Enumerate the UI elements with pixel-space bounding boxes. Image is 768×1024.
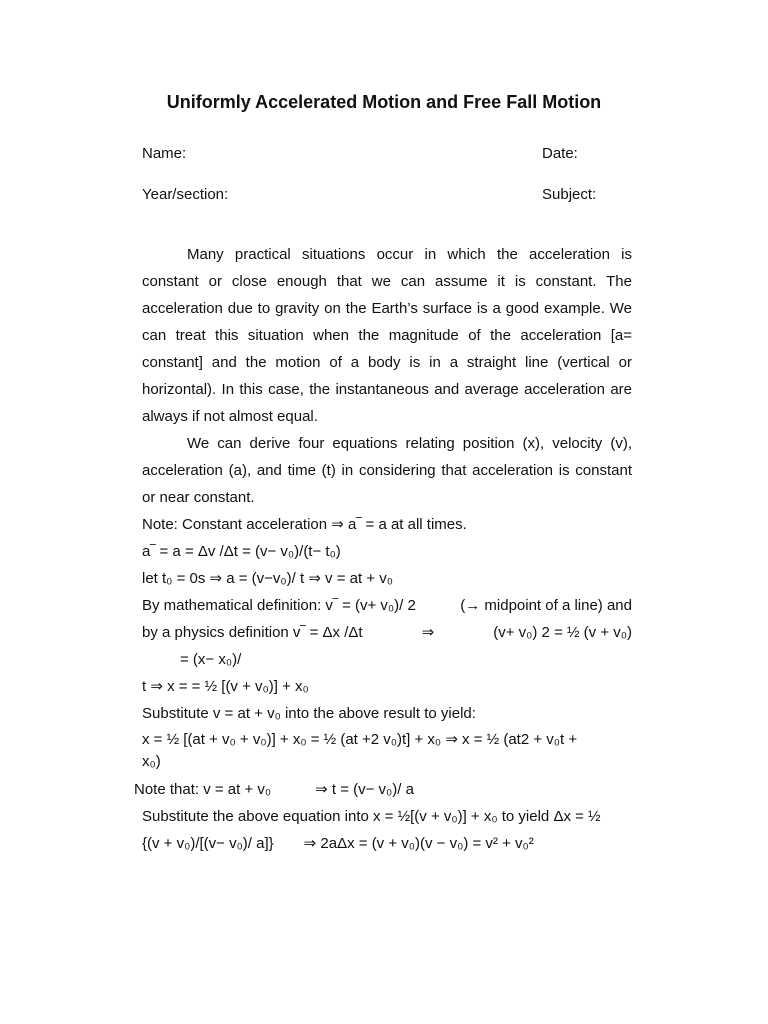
- time-equation-line: [134, 776, 632, 803]
- position-result-line-1: x = ½ [(at + v₀ + v₀)] + x₀ = ½ (at +2 v₀)t] + x₀ ⇒ x = ½ (at2 + v₀t +: [142, 731, 578, 748]
- constant-acceleration-note: Note: Constant acceleration ⇒ a‾ = a at all times.: [142, 516, 467, 533]
- year-section-field-label: Year/section:: [142, 186, 229, 203]
- midpoint-note: (→ midpoint of a line) and: [460, 597, 632, 614]
- physics-definition-text: by a physics definition v‾ = Δx /Δt: [142, 624, 363, 641]
- subject-field-label: Subject:: [542, 186, 597, 203]
- position-result-line-2: x₀): [142, 753, 161, 770]
- position-equation-line: t ⇒ x = = ½ [(v + v₀)] + x₀: [142, 678, 309, 695]
- position-result-block: [142, 727, 632, 776]
- mathematical-definition-line: [142, 592, 632, 619]
- date-field-label: Date:: [542, 145, 578, 162]
- time-equation-text: Note that: v = at + v₀: [134, 781, 272, 798]
- final-equation-line: [142, 830, 632, 857]
- average-velocity-expression: (v+ v₀) 2 = ½ (v + v₀): [493, 624, 632, 641]
- substitute-instruction: Substitute v = at + v₀ into the above result to yield:: [142, 705, 476, 722]
- velocity-equation-line: let t₀ = 0s ⇒ a = (v−v₀)/ t ⇒ v = at + v₀: [142, 570, 393, 587]
- final-equation-result: ⇒ 2aΔx = (v + v₀)(v − v₀) = v² + v₀²: [303, 835, 534, 852]
- physics-definition-line: [142, 619, 632, 646]
- mathematical-definition-text: By mathematical definition: v‾ = (v+ v₀)/ 2: [142, 597, 416, 614]
- substitute-second-instruction: Substitute the above equation into x = ½[(v + v₀)] + x₀ to yield Δx = ½: [142, 808, 601, 825]
- implies-arrow: ⇒: [421, 624, 435, 641]
- document-body: [134, 241, 632, 857]
- name-field-label: Name:: [142, 145, 187, 162]
- derivation-intro-paragraph: We can derive four equations relating position (x), velocity (v), acceleration (a), and time (t) in considering that acceleration is constant or near constant.: [142, 435, 632, 506]
- final-equation-lhs: {(v + v₀)/[(v− v₀)/ a]}: [142, 835, 274, 852]
- time-equation-result: ⇒ t = (v− v₀)/ a: [315, 781, 414, 798]
- document-title: Uniformly Accelerated Motion and Free Fall Motion: [166, 92, 602, 112]
- displacement-fraction-line: = (x− x₀)/: [180, 651, 242, 668]
- intro-paragraph: Many practical situations occur in which the acceleration is constant or close enough that we can assume it is constant. The acceleration due to gravity on the Earth’s surface is a good example. We can treat this situation when the magnitude of the acceleration [a= constant] and the motion of a body is in a straight line (vertical or horizontal). In this case, the instantaneous and average acceleration are always if not almost equal.: [142, 246, 632, 425]
- average-acceleration-equation: a‾ = a = Δv /Δt = (v− v₀)/(t− t₀): [142, 543, 341, 560]
